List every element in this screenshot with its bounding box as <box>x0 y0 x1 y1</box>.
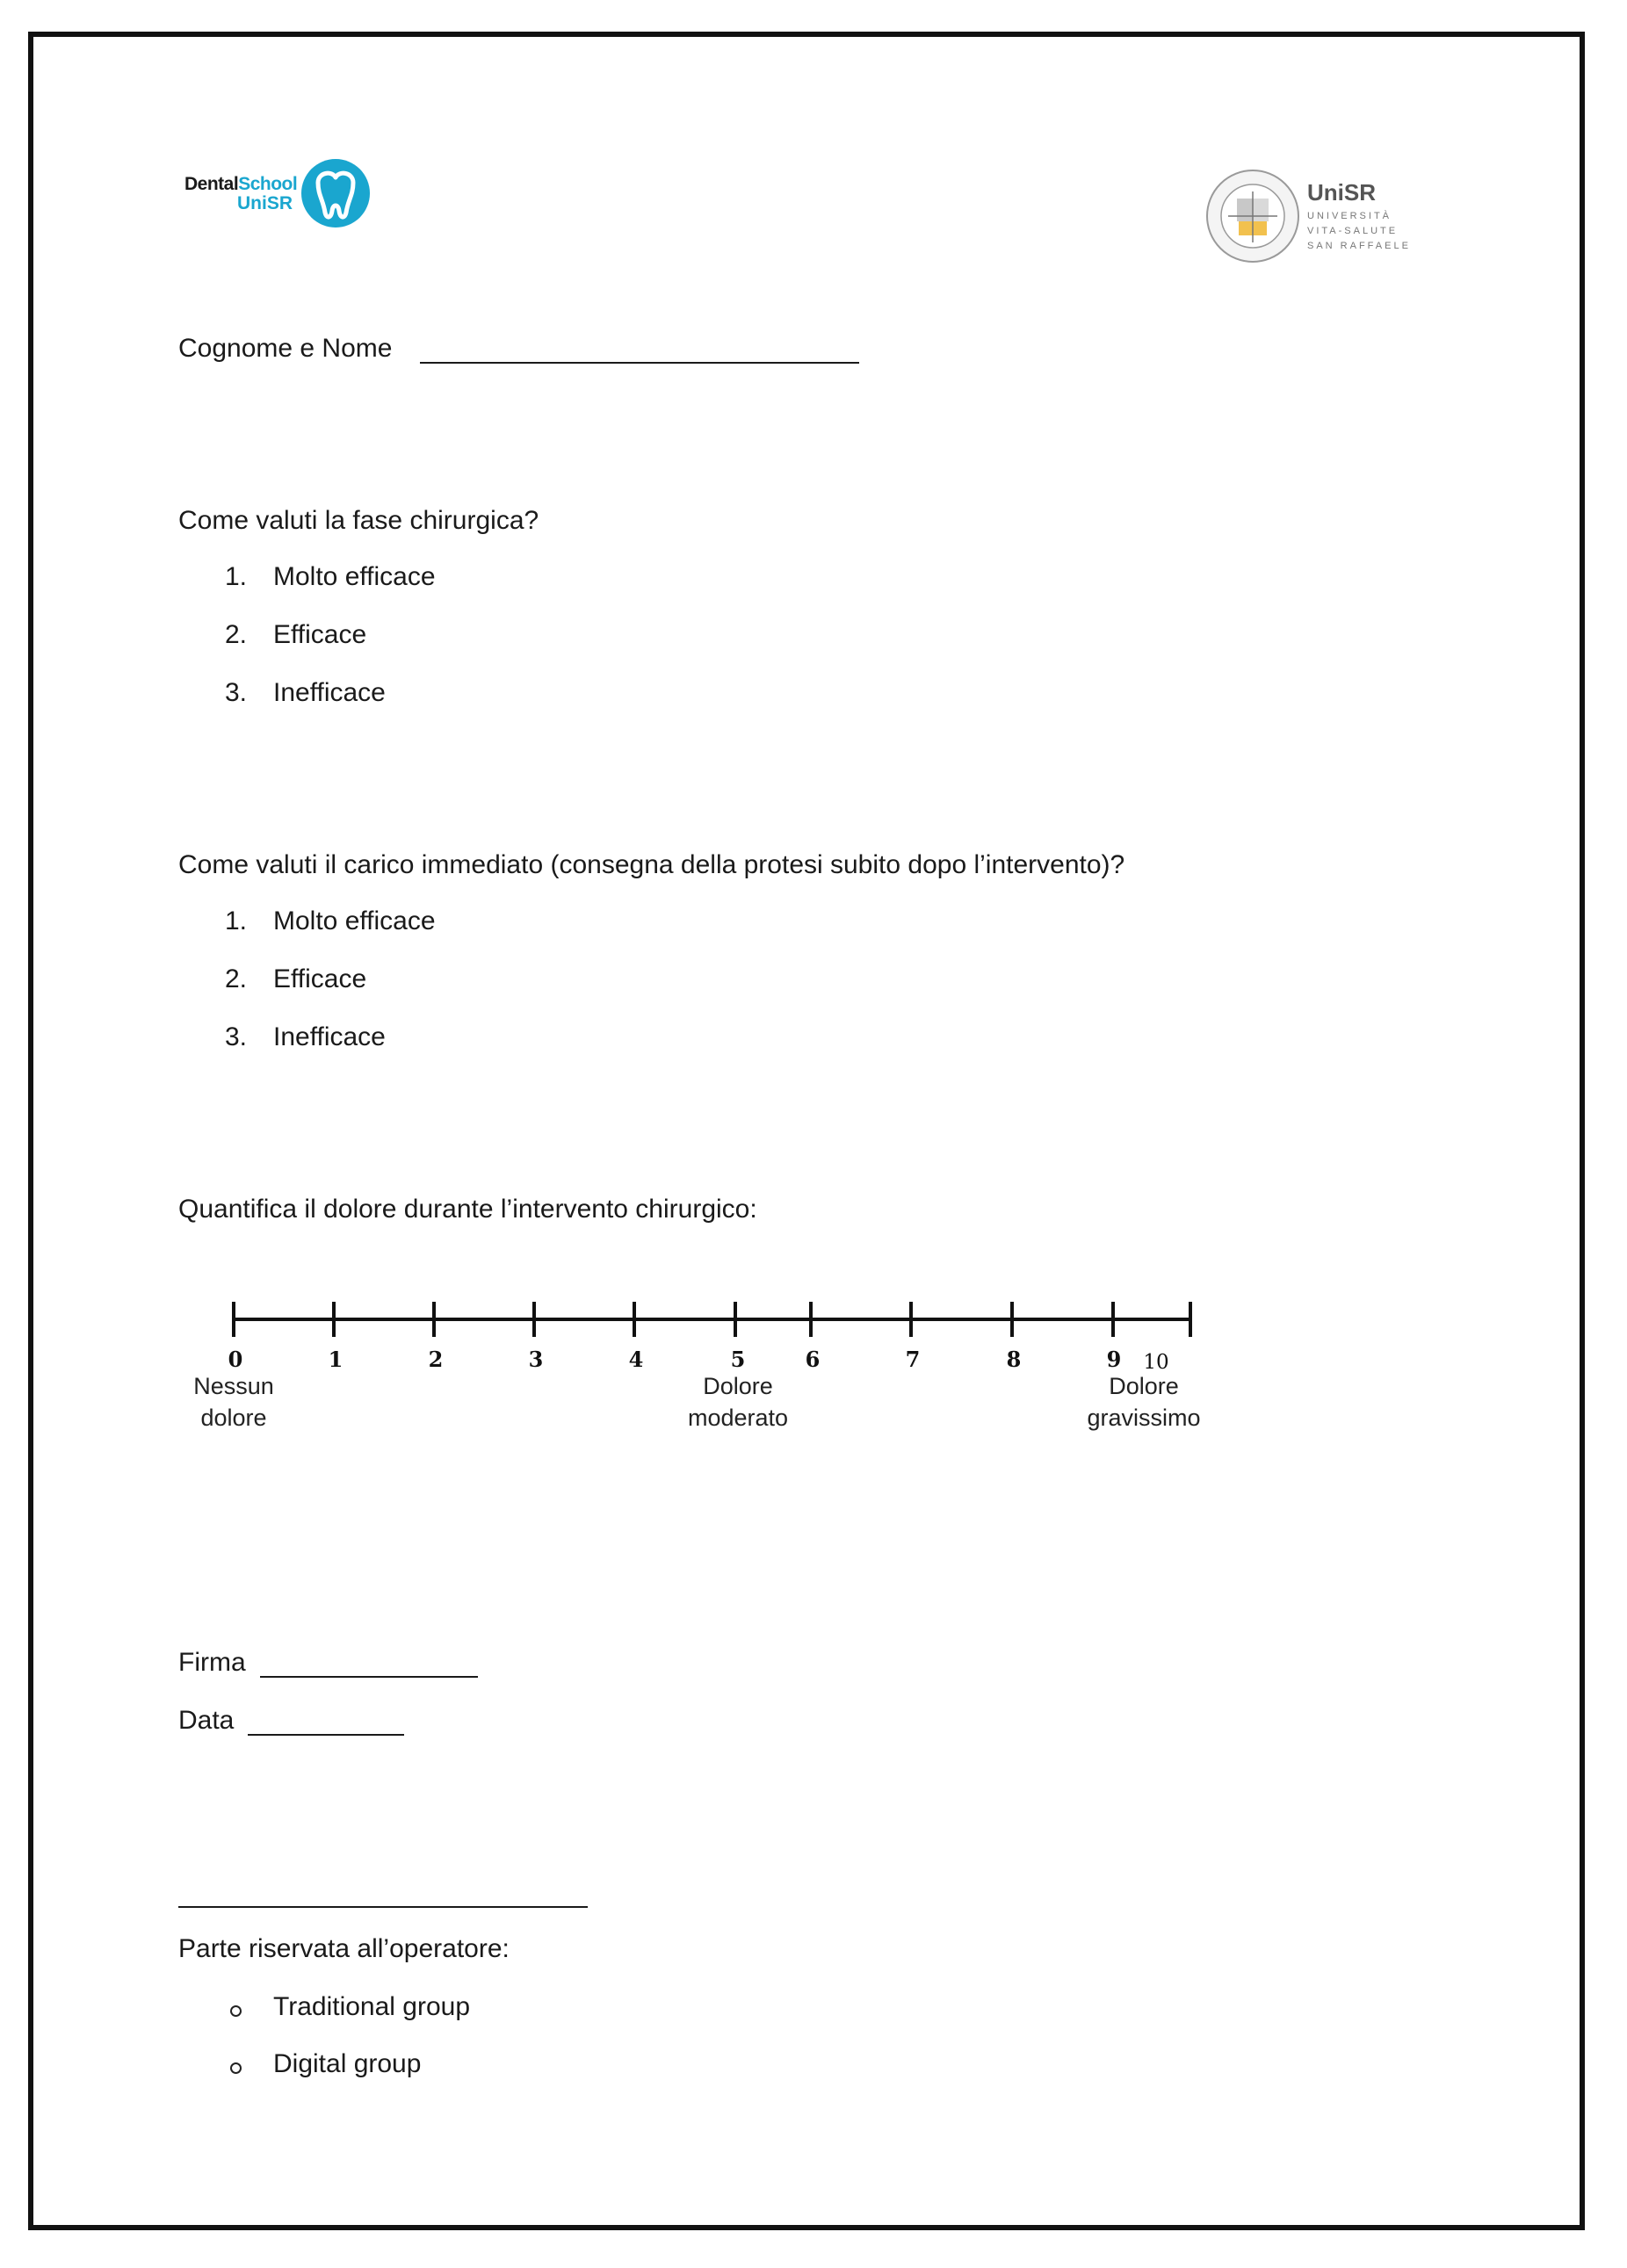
pain-scale-tick-labels <box>228 1347 1169 1374</box>
dental-school-logo-text: DentalSchool <box>184 174 298 194</box>
date-line[interactable] <box>248 1734 404 1736</box>
unisr-logo <box>1204 167 1414 272</box>
q1-question: Come valuti la fase chirurgica? <box>178 506 539 535</box>
dental-school-logo-unisr: UniSR <box>237 193 293 213</box>
signature-label: Firma <box>178 1648 246 1677</box>
q2-option-2[interactable]: Efficace <box>273 964 367 993</box>
traditional-group-label: Traditional group <box>273 1992 471 2021</box>
tooth-icon <box>299 156 372 230</box>
operator-separator <box>178 1906 588 1908</box>
pain-question: Quantifica il dolore durante l’intervento chirurgico: <box>178 1195 757 1224</box>
anchor-high-line1: Dolore <box>1109 1373 1179 1399</box>
pain-tick-label-2: 2 <box>428 1347 444 1372</box>
pain-tick-label-1: 1 <box>328 1347 343 1372</box>
anchor-mid-line2: moderato <box>687 1405 789 1431</box>
q2-option-1-number: 1. <box>225 906 248 935</box>
anchor-low-line2: dolore <box>200 1405 267 1431</box>
pain-tick-label-4: 4 <box>628 1347 644 1372</box>
anchor-low-line1: Nessun <box>193 1373 274 1399</box>
q1-option-1-number: 1. <box>225 562 248 591</box>
signature-line[interactable] <box>260 1676 478 1678</box>
q1-option-3-number: 3. <box>225 678 248 707</box>
unisr-logo-name: UniSR <box>1307 179 1376 206</box>
q1-option-2-number: 2. <box>225 620 248 649</box>
traditional-group-radio[interactable] <box>230 2005 242 2017</box>
date-label: Data <box>178 1706 235 1735</box>
operator-section-title: Parte riservata all’operatore: <box>178 1934 510 1963</box>
unisr-logo-subtitle: UNIVERSITÀ VITA-SALUTE SAN RAFFAELE <box>1307 211 1411 251</box>
pain-tick-label-0: 0 <box>228 1347 243 1372</box>
pain-tick-label-5: 5 <box>730 1347 746 1372</box>
q1-option-1[interactable]: Molto efficace <box>273 562 436 591</box>
pain-tick-label-6: 6 <box>805 1347 821 1372</box>
anchor-high-line2: gravissimo <box>1087 1405 1201 1431</box>
q2-option-1[interactable]: Molto efficace <box>273 906 436 935</box>
dental-school-logo <box>184 156 378 235</box>
digital-group-radio[interactable] <box>230 2062 242 2074</box>
q2-option-3-number: 3. <box>225 1022 248 1051</box>
name-field-label: Cognome e Nome <box>178 334 393 363</box>
unisr-seal-icon <box>1204 167 1302 265</box>
pain-tick-label-9: 9 <box>1106 1347 1122 1372</box>
q2-option-2-number: 2. <box>225 964 248 993</box>
pain-scale[interactable] <box>167 1282 1239 1449</box>
digital-group-label: Digital group <box>273 2049 422 2078</box>
anchor-mid-line1: Dolore <box>703 1373 773 1399</box>
pain-tick-label-7: 7 <box>905 1347 921 1372</box>
q1-option-3[interactable]: Inefficace <box>273 678 386 707</box>
pain-tick-label-3: 3 <box>528 1347 544 1372</box>
pain-tick-label-8: 8 <box>1006 1347 1022 1372</box>
name-field-line[interactable] <box>420 362 859 364</box>
q2-option-3[interactable]: Inefficace <box>273 1022 386 1051</box>
q2-question: Come valuti il carico immediato (consegna della protesi subito dopo l’intervento)? <box>178 850 1125 879</box>
pain-tick-label-10: 10 <box>1143 1351 1169 1374</box>
q1-option-2[interactable]: Efficace <box>273 620 367 649</box>
